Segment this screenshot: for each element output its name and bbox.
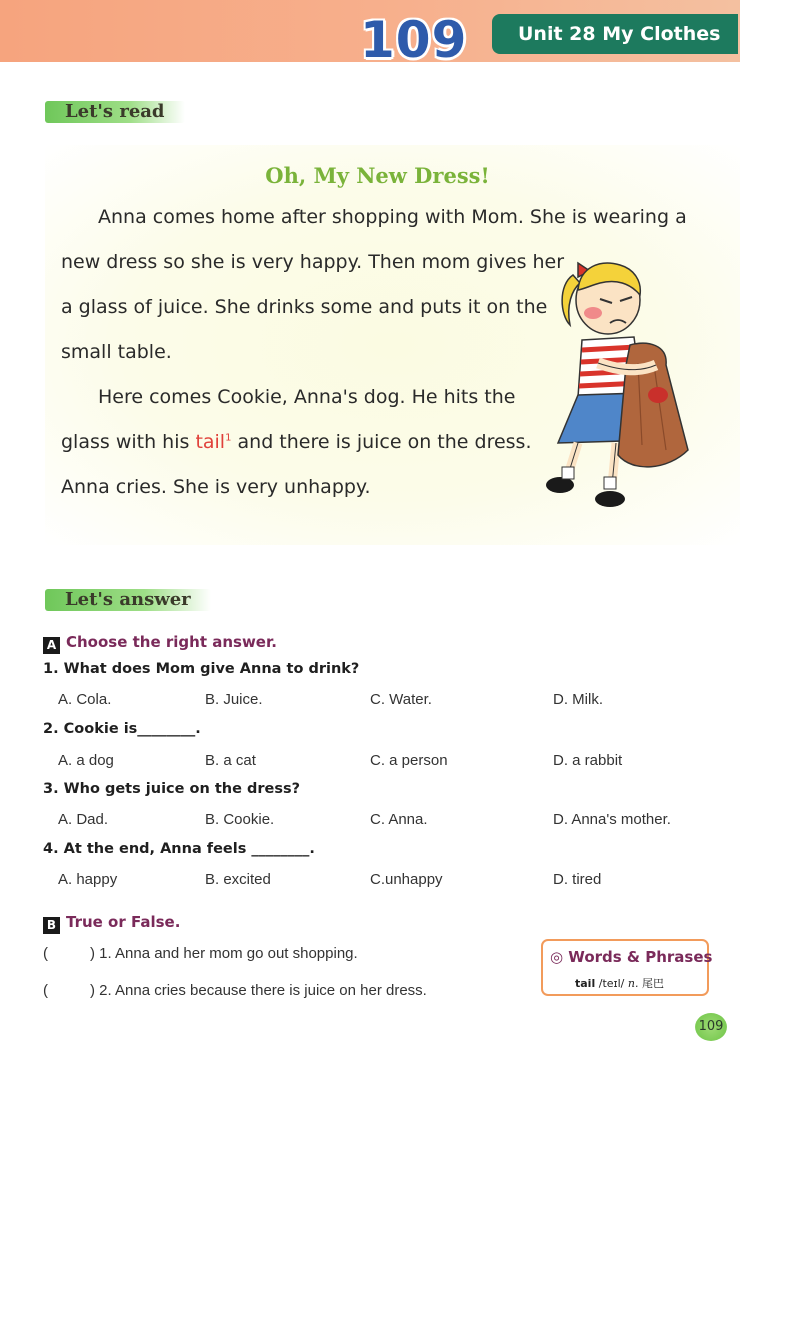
story-line-5: Here comes Cookie, Anna's dog. He hits the (98, 386, 516, 408)
question-4-option-c: C.unhappy (370, 871, 443, 888)
question-2-option-c: C. a person (370, 752, 448, 769)
words-phrases-box (541, 939, 713, 996)
vocab-entry-pos: n. (627, 977, 639, 990)
tf-statement-1: ) 1. Anna and her mom go out shopping. (90, 945, 358, 962)
footer-page-number: 109 (695, 1013, 727, 1041)
part-a-heading (43, 633, 277, 654)
question-3-option-a: A. Dad. (58, 811, 109, 828)
girl-with-dress-illustration (538, 245, 703, 510)
story-line-4: small table. (61, 341, 172, 363)
vocab-entry-word: tail (575, 977, 596, 990)
question-4-option-a: A. happy (58, 871, 118, 888)
part-b-heading (43, 913, 180, 934)
question-2-option-b: B. a cat (205, 752, 256, 769)
story-line-1: Anna comes home after shopping with Mom. She is wearing a (98, 206, 687, 228)
page-number-large: 109 (360, 11, 468, 69)
tf-statement-2: ) 2. Anna cries because there is juice on her dress. (90, 982, 427, 999)
story-line-6-start: glass with his (61, 431, 196, 453)
part-a-instruction: Choose the right answer. (66, 633, 277, 651)
tf-2-open-paren: ( (43, 982, 48, 999)
question-2: 2. Cookie is________. (43, 721, 201, 737)
question-3: 3. Who gets juice on the dress? (43, 781, 301, 797)
vocab-entry-phonetic: /teɪl/ (598, 977, 625, 990)
vocab-word-tail: tail (195, 431, 226, 453)
question-1-option-c: C. Water. (370, 691, 432, 708)
part-a-letter: A (43, 637, 60, 654)
story-line-6 (61, 431, 532, 453)
lets-answer-badge: Let's answer (45, 589, 211, 611)
part-b-instruction: True or False. (66, 913, 181, 931)
vocab-entry-meaning: 尾巴 (641, 977, 664, 990)
story-line-3: a glass of juice. She drinks some and puts it on the (61, 296, 548, 318)
question-1-option-b: B. Juice. (205, 691, 263, 708)
lets-read-badge: Let's read (45, 101, 185, 123)
story-line-7: Anna cries. She is very unhappy. (61, 476, 371, 498)
footnote-marker: 1 (225, 432, 232, 444)
question-4-option-b: B. excited (205, 871, 271, 888)
question-2-option-d: D. a rabbit (553, 752, 623, 769)
vocab-entry (575, 975, 664, 991)
question-3-option-c: C. Anna. (370, 811, 428, 828)
question-1: 1. What does Mom give Anna to drink? (43, 661, 360, 677)
question-2-option-a: A. a dog (58, 752, 114, 769)
question-3-option-d: D. Anna's mother. (553, 811, 671, 828)
question-1-option-d: D. Milk. (553, 691, 603, 708)
tf-1-open-paren: ( (43, 945, 48, 962)
question-4-option-d: D. tired (553, 871, 602, 888)
part-b-letter: B (43, 917, 60, 934)
question-1-option-a: A. Cola. (58, 691, 112, 708)
unit-title-tab: Unit 28 My Clothes (492, 14, 738, 54)
story-line-6-end: and there is juice on the dress. (231, 431, 532, 453)
question-3-option-b: B. Cookie. (205, 811, 275, 828)
question-4: 4. At the end, Anna feels ________. (43, 841, 315, 857)
story-line-2: new dress so she is very happy. Then mom gives her (61, 251, 565, 273)
story-title: Oh, My New Dress! (265, 163, 490, 188)
words-phrases-title: ◎ Words & Phrases (550, 948, 713, 966)
